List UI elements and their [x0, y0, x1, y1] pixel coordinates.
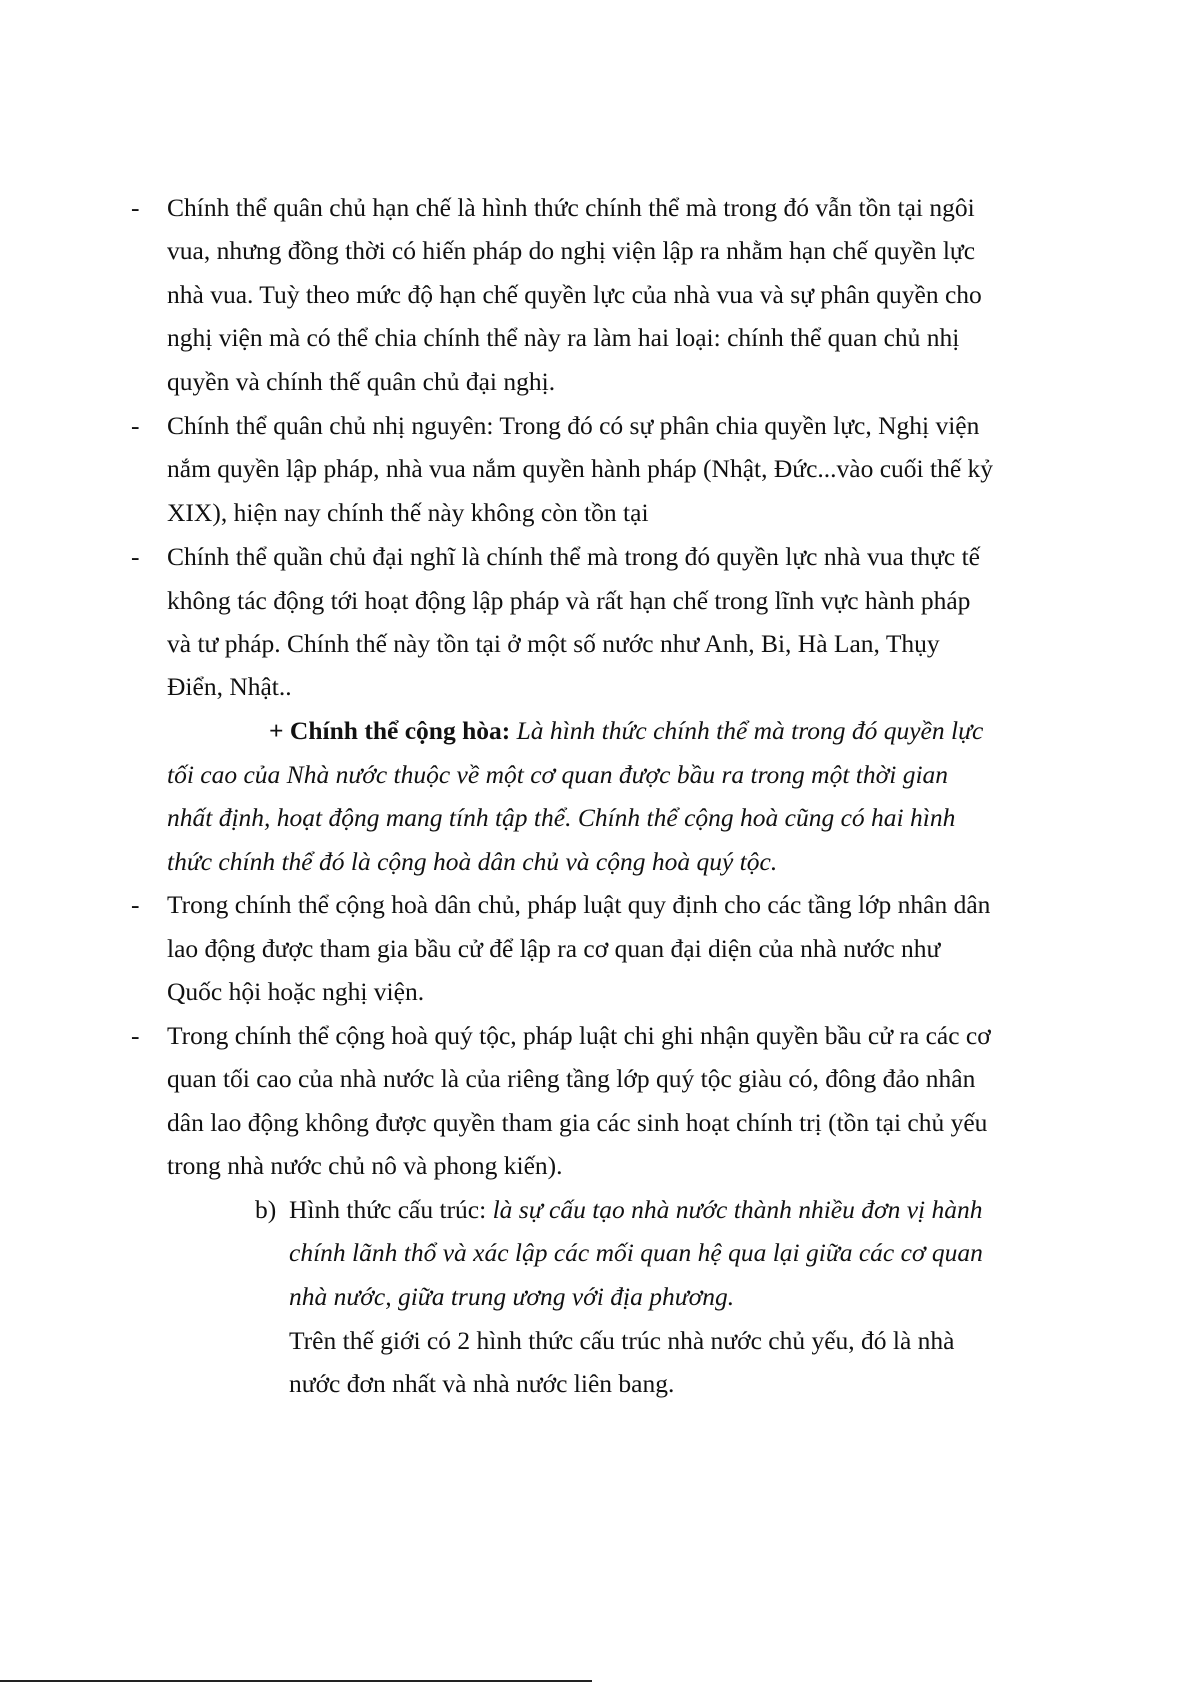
para3-line-1: Chính thể quần chủ đại nghĩ là chính thể mà trong đó quyền lực nhà vua thực tế [167, 542, 980, 571]
para2-line-2: nắm quyền lập pháp, nhà vua nắm quyền hành pháp (Nhật, Đức...vào cuối thế kỷ [167, 454, 994, 483]
para5-line-2: quan tối cao của nhà nước là của riêng tầng lớp quý tộc giàu có, đông đảo nhân [167, 1064, 976, 1093]
footnote-divider [0, 1680, 592, 1682]
para2-line-1: Chính thể quân chủ nhị nguyên: Trong đó có sự phân chia quyền lực, Nghị viện [167, 411, 980, 440]
bullet-dash: - [131, 1021, 140, 1050]
para3-line-2: không tác động tới hoạt động lập pháp và rất hạn chế trong lĩnh vực hành pháp [167, 586, 971, 615]
para5-line-4: trong nhà nước chủ nô và phong kiến). [167, 1151, 563, 1180]
para1-line-1: Chính thể quân chủ hạn chế là hình thức chính thể mà trong đó vẫn tồn tại ngôi [167, 193, 975, 222]
bullet-dash: - [131, 193, 140, 222]
republic-line-4: thức chính thể đó là cộng hoà dân chủ và cộng hoà quý tộc. [167, 847, 778, 876]
para5-line-3: dân lao động không được quyền tham gia các sinh hoạt chính trị (tồn tại chủ yếu [167, 1108, 988, 1137]
para1-line-2: vua, nhưng đồng thời có hiến pháp do nghị viện lập ra nhằm hạn chế quyền lực [167, 236, 976, 265]
section-b-italic-line-1: chính lãnh thổ và xác lập các mối quan hệ qua lại giữa các cơ quan [289, 1238, 983, 1267]
section-b-label: Hình thức cấu trúc: [289, 1195, 487, 1224]
section-b-plain-line-1: Trên thế giới có 2 hình thức cấu trúc nhà nước chủ yếu, đó là nhà [289, 1326, 955, 1355]
republic-line-3: nhất định, hoạt động mang tính tập thể. Chính thể cộng hoà cũng có hai hình [167, 803, 956, 832]
republic-line-2: tối cao của Nhà nước thuộc về một cơ quan được bầu ra trong một thời gian [167, 760, 949, 789]
bullet-dash: - [131, 411, 140, 440]
republic-definition-start: Là hình thức chính thể mà trong đó quyền lực [516, 716, 984, 745]
para5-line-1: Trong chính thể cộng hoà quý tộc, pháp luật chi ghi nhận quyền bầu cử ra các cơ [167, 1021, 991, 1050]
para1-line-5: quyền và chính thế quân chủ đại nghị. [167, 367, 556, 396]
para3-line-4: Điển, Nhật.. [167, 672, 292, 701]
section-b-italic-line-2: nhà nước, giữa trung ương với địa phương. [289, 1282, 735, 1311]
para4-line-1: Trong chính thể cộng hoà dân chủ, pháp luật quy định cho các tầng lớp nhân dân [167, 890, 991, 919]
para3-line-3: và tư pháp. Chính thế này tồn tại ở một số nước như Anh, Bi, Hà Lan, Thụy [167, 629, 940, 658]
section-b-marker: b) [255, 1195, 277, 1224]
section-b-definition-start: là sự cấu tạo nhà nước thành nhiều đơn vị hành [492, 1195, 983, 1224]
section-b-first-line [289, 1195, 983, 1225]
republic-first-line [269, 716, 983, 746]
bullet-dash: - [131, 542, 140, 571]
para4-line-3: Quốc hội hoặc nghị viện. [167, 977, 425, 1006]
para2-line-3: XIX), hiện nay chính thế này không còn tồn tại [167, 498, 649, 527]
republic-heading: + Chính thể cộng hòa: [269, 716, 511, 745]
bullet-dash: - [131, 890, 140, 919]
para4-line-2: lao động được tham gia bầu cử để lập ra cơ quan đại diện của nhà nước như [167, 934, 941, 963]
para1-line-4: nghị viện mà có thể chia chính thể này ra làm hai loại: chính thể quan chủ nhị [167, 323, 960, 352]
section-b-plain-line-2: nước đơn nhất và nhà nước liên bang. [289, 1369, 675, 1398]
para1-line-3: nhà vua. Tuỳ theo mức độ hạn chế quyền lực của nhà vua và sự phân quyền cho [167, 280, 982, 309]
